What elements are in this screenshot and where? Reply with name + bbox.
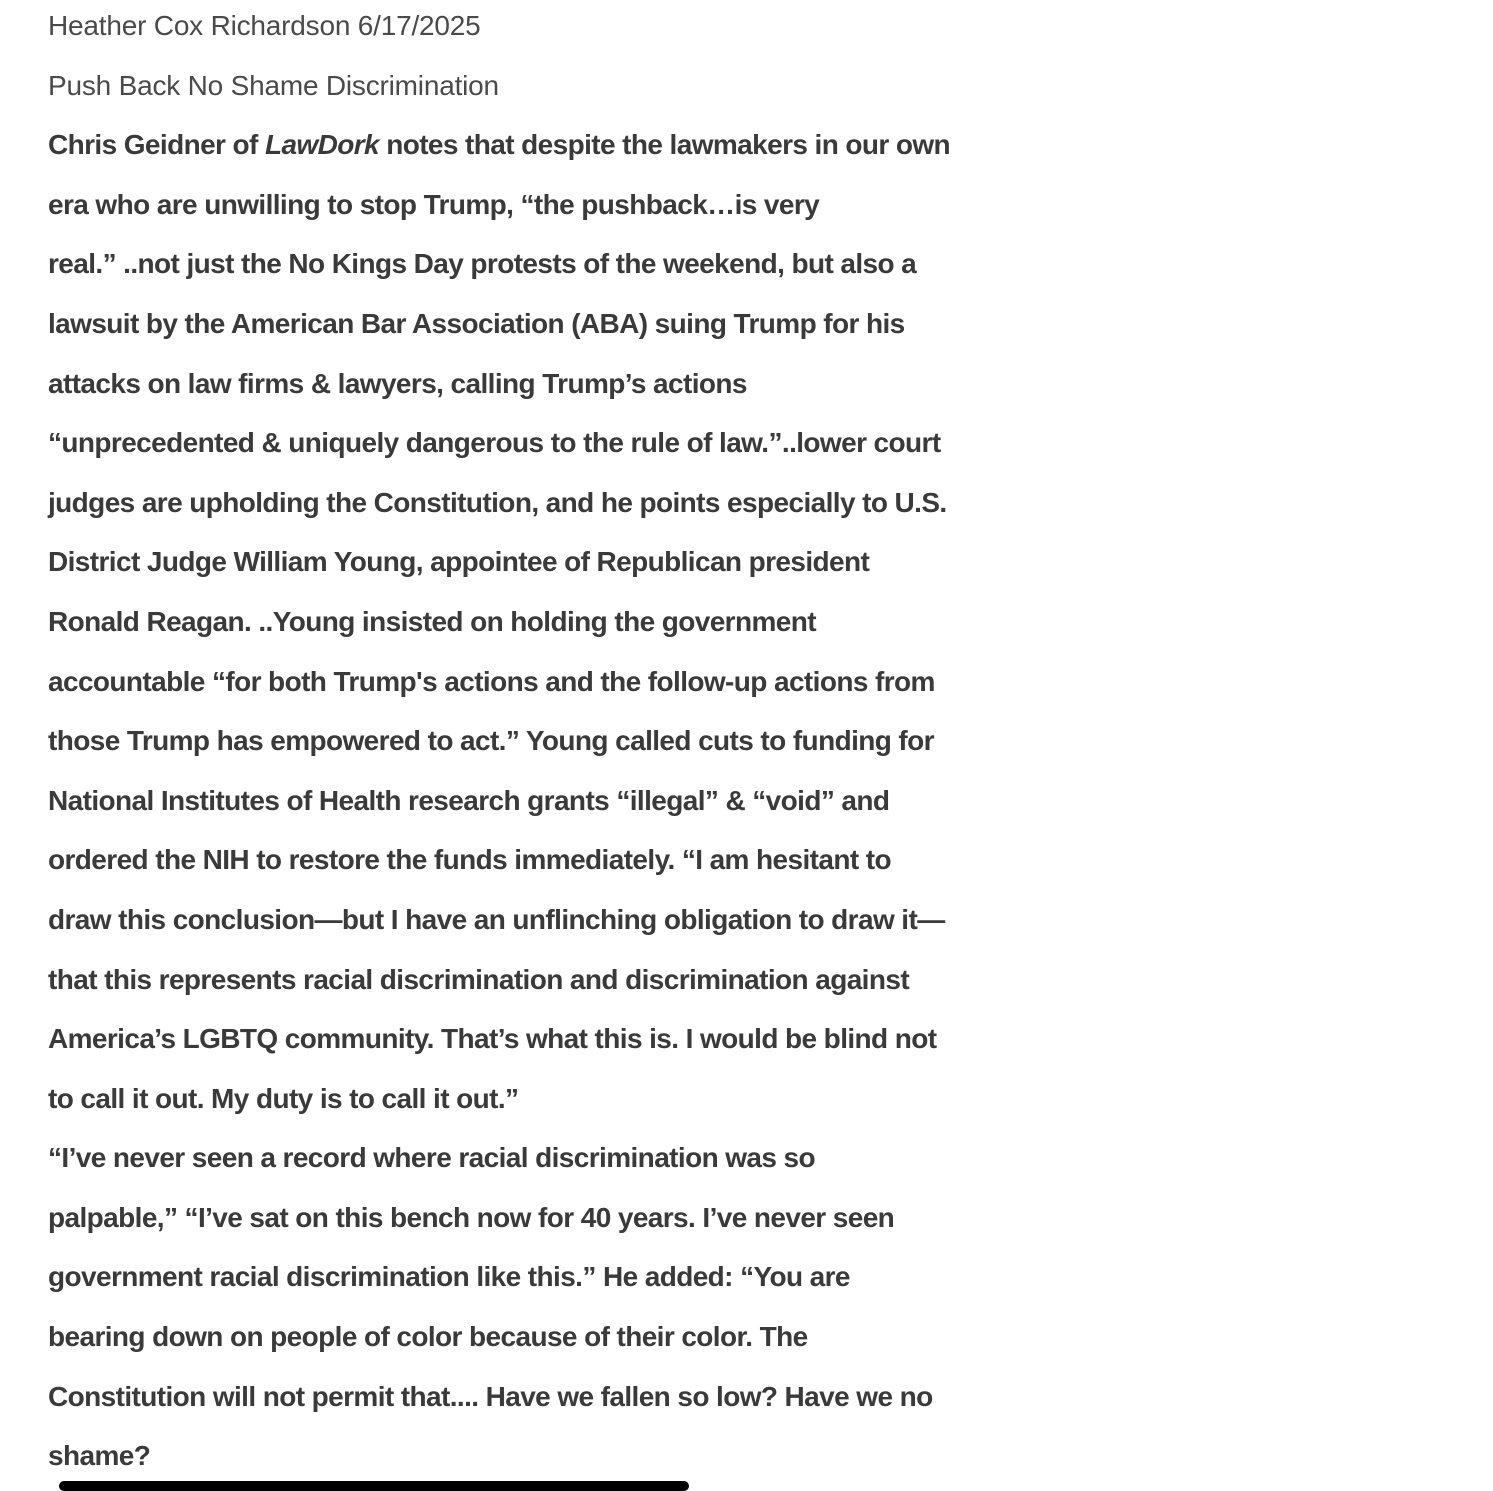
note-body-line: that this represents racial discrimination and discrimination against	[48, 963, 910, 995]
note-body-line: “I’ve never seen a record where racial discrimination was so	[48, 1142, 816, 1174]
note-header-line: Heather Cox Richardson 6/17/2025	[48, 10, 481, 41]
note-body-line: Constitution will not permit that.... Have we fallen so low? Have we no	[48, 1380, 933, 1412]
note-body-line: “unprecedented & uniquely dangerous to the rule of law.”..lower court	[48, 427, 941, 459]
note-body-line	[48, 115, 1468, 175]
note-body-line: Ronald Reagan. ..Young insisted on holding the government	[48, 605, 816, 637]
note-body-line: draw this conclusion—but I have an unflinching obligation to draw it—	[48, 903, 945, 935]
note-body-line: to call it out. My duty is to call it out.”	[48, 1082, 519, 1114]
note-body-line: National Institutes of Health research grants “illegal” & “void” and	[48, 784, 890, 816]
note-body-line: shame?	[48, 1440, 151, 1472]
note-body-text: notes that despite the lawmakers in our own	[379, 129, 951, 161]
note-title-line: Push Back No Shame Discrimination	[48, 69, 499, 101]
note-body-line: real.” ..not just the No Kings Day protests of the weekend, but also a	[48, 248, 917, 280]
note-body-line: era who are unwilling to stop Trump, “the pushback…is very	[48, 188, 820, 220]
note-body-line: government racial discrimination like this.” He added: “You are	[48, 1261, 850, 1293]
note-body-line: ordered the NIH to restore the funds immediately. “I am hesitant to	[48, 844, 891, 876]
note-body-text: Chris Geidner of	[48, 129, 265, 161]
note-text[interactable]	[48, 0, 1468, 1486]
note-body-line: accountable “for both Trump's actions and the follow-up actions from	[48, 665, 935, 697]
publication-name: LawDork	[264, 129, 380, 161]
note-body-line: those Trump has empowered to act.” Young called cuts to funding for	[48, 725, 934, 757]
note-body-line: attacks on law firms & lawyers, calling Trump’s actions	[48, 367, 747, 399]
note-body-line: palpable,” “I’ve sat on this bench now for 40 years. I’ve never seen	[48, 1201, 895, 1233]
note-body-line: lawsuit by the American Bar Association (ABA) suing Trump for his	[48, 307, 905, 339]
home-indicator-bar[interactable]	[59, 1481, 689, 1491]
note-body-line: bearing down on people of color because of their color. The	[48, 1321, 808, 1353]
note-body-line: judges are upholding the Constitution, and he points especially to U.S.	[48, 486, 947, 518]
note-body-line: America’s LGBTQ community. That’s what this is. I would be blind not	[48, 1023, 937, 1055]
note-body-line: District Judge William Young, appointee of Republican president	[48, 546, 870, 578]
